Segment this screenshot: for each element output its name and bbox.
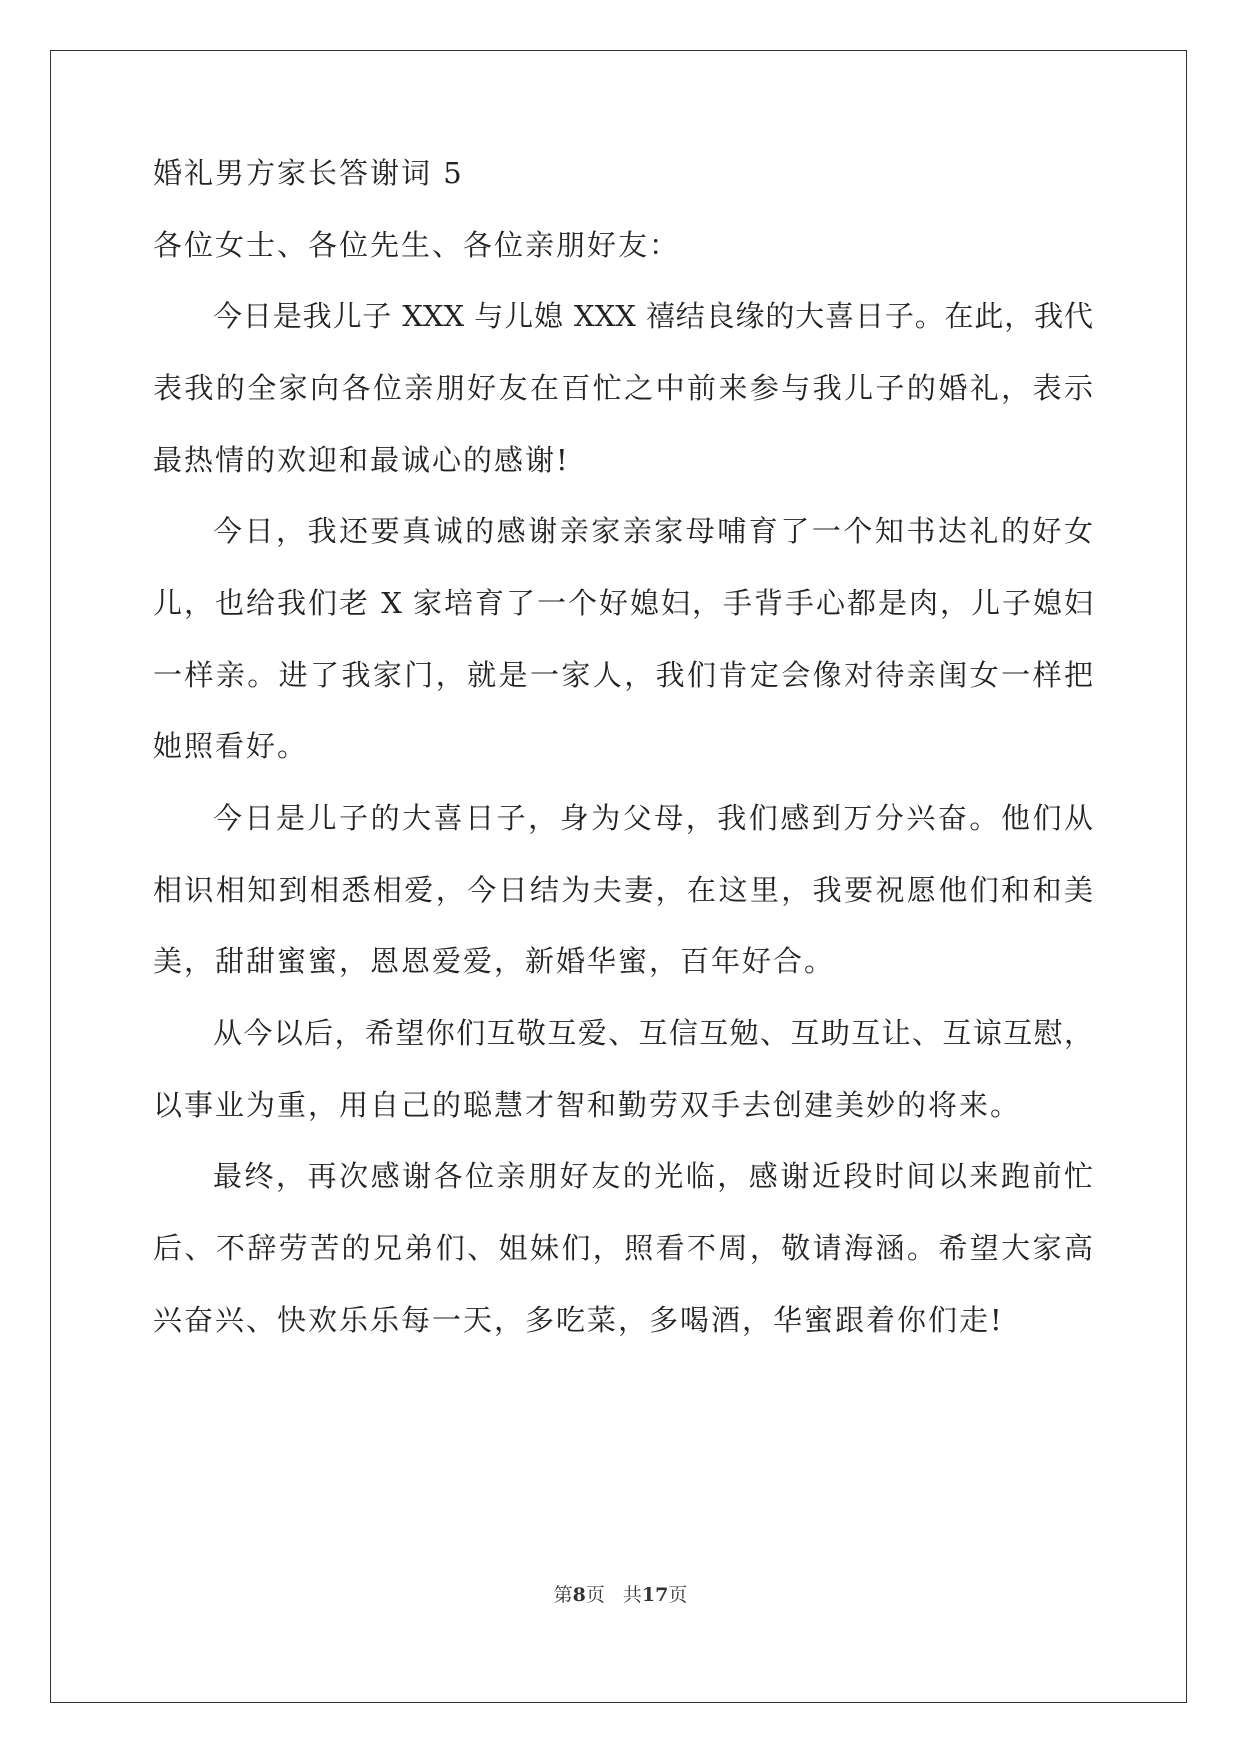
paragraph-line: 以事业为重，用自己的聪慧才智和勤劳双手去创建美妙的将来。	[153, 1088, 1022, 1122]
paragraph-line: 她照看好。	[153, 729, 309, 763]
footer-total-suffix: 页	[668, 1584, 688, 1606]
paragraph-line: 一样亲。进了我家门，就是一家人，我们肯定会像对待亲闺女一样把	[153, 658, 1093, 692]
paragraph-line: 兴奋兴、快欢乐乐每一天，多吃菜，多喝酒，华蜜跟着你们走!	[153, 1303, 1004, 1337]
footer-total-prefix: 共	[622, 1584, 642, 1606]
paragraph-line: 最终，再次感谢各位亲朋好友的光临，感谢近段时间以来跑前忙	[213, 1159, 1093, 1193]
paragraph-line: 最热情的欢迎和最诚心的感谢!	[153, 443, 570, 477]
paragraph-line: 今日，我还要真诚的感谢亲家亲家母哺育了一个知书达礼的好女	[213, 514, 1093, 548]
footer-page-suffix: 页	[585, 1584, 605, 1606]
salutation: 各位女士、各位先生、各位亲朋好友：	[153, 228, 681, 262]
paragraph-line: 相识相知到相悉相爱，今日结为夫妻，在这里，我要祝愿他们和和美	[153, 873, 1093, 907]
paragraph-line: 美，甜甜蜜蜜，恩恩爱爱，新婚华蜜，百年好合。	[153, 944, 836, 978]
document-title: 婚礼男方家长答谢词 5	[153, 156, 464, 190]
paragraph-line: 今日是我儿子 XXX 与儿媳 XXX 禧结良缘的大喜日子。在此，我代	[213, 299, 1093, 333]
footer-prefix: 第	[553, 1584, 573, 1606]
paragraph-line: 儿，也给我们老 X 家培育了一个好媳妇，手背手心都是肉，儿子媳妇	[153, 586, 1093, 620]
total-page-count: 17	[641, 1584, 669, 1606]
paragraph-line: 后、不辞劳苦的兄弟们、姐妹们，照看不周，敬请海涵。希望大家高	[153, 1231, 1093, 1265]
page-number-footer	[0, 1580, 1241, 1607]
paragraph-line: 今日是儿子的大喜日子，身为父母，我们感到万分兴奋。他们从	[213, 801, 1093, 835]
paragraph-line: 从今以后，希望你们互敬互爱、互信互勉、互助互让、互谅互慰，	[213, 1016, 1093, 1050]
current-page-number: 8	[572, 1584, 586, 1606]
paragraph-line: 表我的全家向各位亲朋好友在百忙之中前来参与我儿子的婚礼，表示	[153, 371, 1093, 405]
